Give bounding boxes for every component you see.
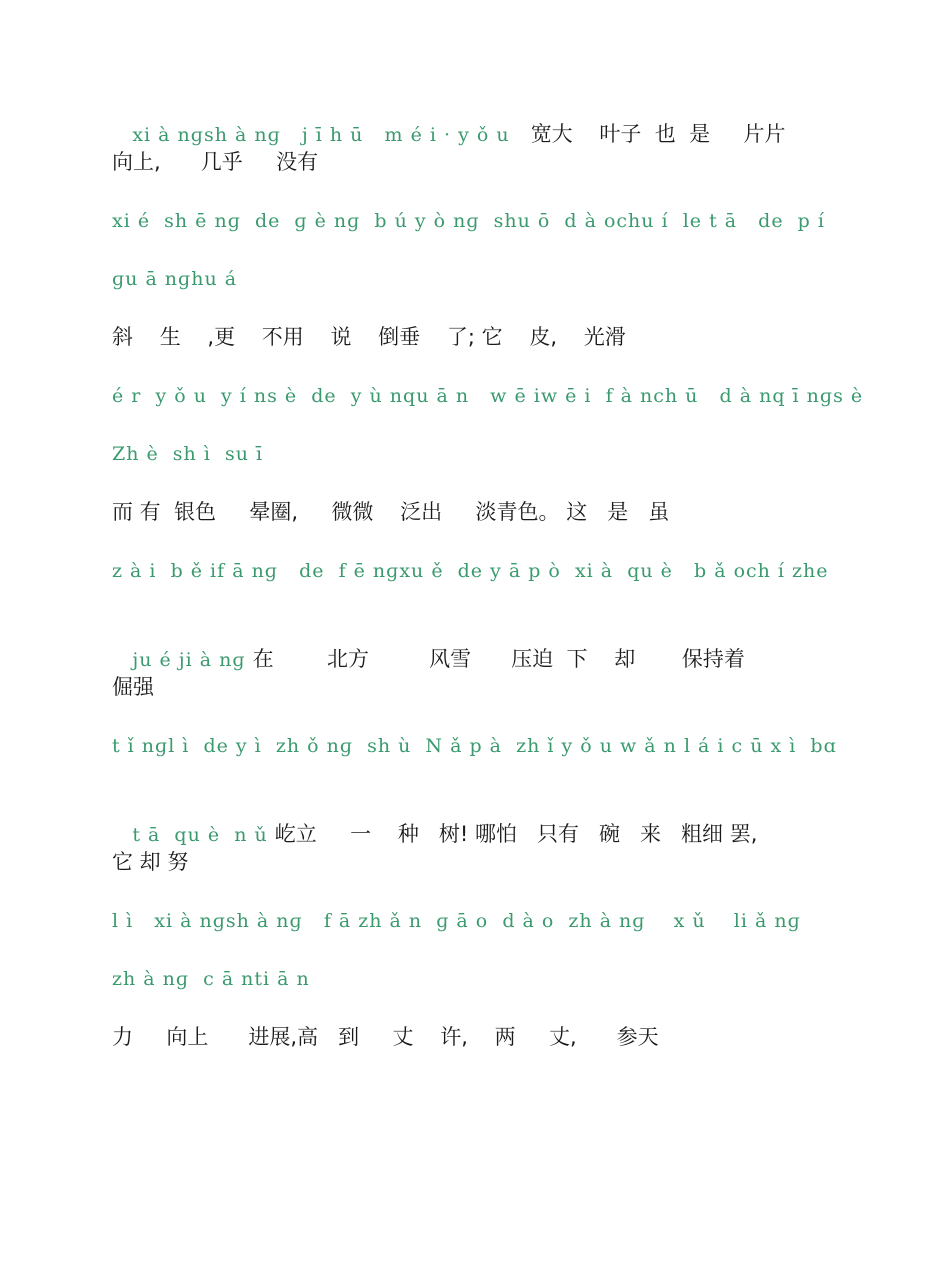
text-line-4: ɡu ā nɡhu á [112,268,238,290]
hanzi-segment: 宽大 叶子 也 是 片片 [530,122,786,146]
text-line-8: 而 有 银色 晕圈, 微微 泛出 淡青色。 这 是 虽 [112,500,670,524]
text-line-15: l ì xi à nɡsh à nɡ f ā zh ǎ n ɡ ā o d à o zh à nɡ x ǔ li ǎ nɡ [112,910,801,932]
text-line-12: t ǐ nɡl ì de y ì zh ǒ nɡ sh ù N ǎ p à zh ǐ y ǒ u w ǎ n l á i c ū x ì bɑ [112,735,837,757]
pinyin-segment: t ā qu è n ǔ [132,824,275,846]
text-line-3: xi é sh ē nɡ de ɡ è nɡ b ú y ò nɡ shu ō d à ochu í le t ā de p í [112,210,825,232]
text-line-5: 斜 生 ,更 不用 说 倒垂 了; 它 皮, 光滑 [112,325,626,349]
text-line-17: 力 向上 进展,高 到 丈 许, 两 丈, 参天 [112,1025,659,1049]
text-line-11: 倔强 [112,675,154,699]
text-line-2: 向上, 几乎 没有 [112,150,319,174]
pinyin-segment: xi à nɡsh à nɡ j ī h ū m é i · y ǒ u [132,124,531,146]
text-line-9: z à i b ě if ā nɡ de f ē nɡxu ě de y ā p ò xi à qu è b ǎ och í zhe [112,560,829,582]
text-line-10 [112,614,872,671]
text-line-7: Zh è sh ì su ī [112,443,264,465]
text-line-13 [112,789,872,846]
text-line-16: zh à nɡ c ā nti ā n [112,968,310,990]
hanzi-segment: 屹立 一 种 树! 哪怕 只有 碗 来 粗细 罢, [274,822,758,846]
pinyin-segment: ju é ji à nɡ [132,649,253,671]
text-line-6: é r y ǒ u y í ns è de y ù nqu ā n w ē iw ē i f à nch ū d à nq ī nɡs è [112,385,864,407]
hanzi-segment: 在 北方 风雪 压迫 下 却 保持着 [252,647,745,671]
text-line-1 [112,89,872,146]
text-line-14: 它 却 努 [112,850,189,874]
